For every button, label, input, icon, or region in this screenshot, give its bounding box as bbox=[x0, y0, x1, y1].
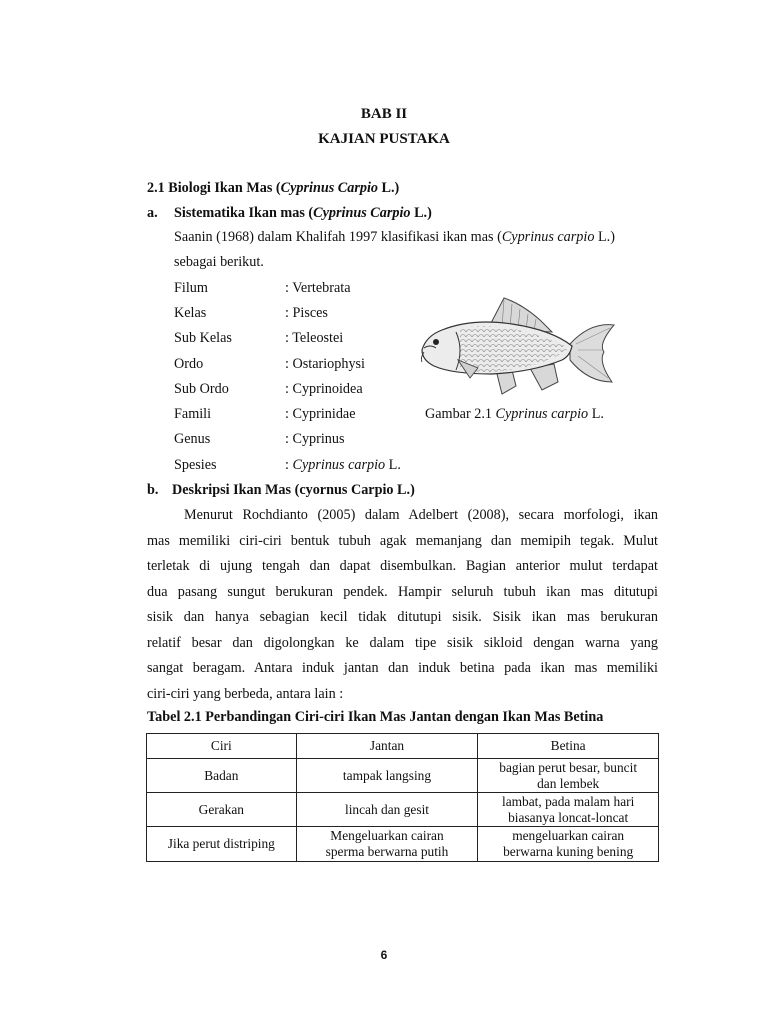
taxonomy-label: Sub Kelas bbox=[174, 330, 232, 346]
taxonomy-label: Kelas bbox=[174, 305, 207, 321]
page-number: 6 bbox=[380, 948, 388, 962]
taxonomy-value: : Pisces bbox=[285, 305, 328, 321]
table-cell: bagian perut besar, buncit dan lembek bbox=[478, 759, 659, 793]
table-row bbox=[147, 793, 659, 827]
table-cell: Mengeluarkan cairan sperma berwarna putih bbox=[296, 827, 478, 862]
table-row bbox=[147, 759, 659, 793]
subsection-b-heading: Deskripsi Ikan Mas (cyornus Carpio L.) bbox=[172, 482, 415, 498]
taxonomy-value: : Cyprinus bbox=[285, 431, 345, 447]
table-header-row bbox=[147, 734, 659, 759]
table-cell: Jika perut distriping bbox=[147, 827, 297, 862]
paragraph-line: ciri-ciri yang berbeda, antara lain : bbox=[147, 686, 344, 702]
table-header-cell: Ciri bbox=[147, 734, 297, 759]
paragraph-line: sisik dan hanya sebagian kecil tidak ditutupi sisik. Sisik ikan mas berukuran bbox=[147, 609, 658, 625]
taxonomy-value: : Cyprinidae bbox=[285, 406, 356, 422]
paragraph-line: terletak di ujung tengah dan dapat disembulkan. Bagian anterior mulut terdapat bbox=[147, 558, 658, 574]
table-cell: tampak langsing bbox=[296, 759, 478, 793]
table-header-cell: Jantan bbox=[296, 734, 478, 759]
taxonomy-label: Ordo bbox=[174, 356, 204, 372]
taxonomy-label: Genus bbox=[174, 431, 211, 447]
chapter-label: BAB II bbox=[360, 106, 408, 122]
table-cell: Gerakan bbox=[147, 793, 297, 827]
taxonomy-label: Sub Ordo bbox=[174, 381, 229, 397]
taxonomy-label: Spesies bbox=[174, 457, 217, 473]
chapter-title: KAJIAN PUSTAKA bbox=[318, 131, 450, 147]
taxonomy-value: : Cyprinoidea bbox=[285, 381, 363, 397]
taxonomy-value: : Teleostei bbox=[285, 330, 344, 346]
classification-intro: Saanin (1968) dalam Khalifah 1997 klasifikasi ikan mas (Cyprinus carpio L.) bbox=[174, 229, 615, 245]
figure-caption: Gambar 2.1 Cyprinus carpio L. bbox=[425, 406, 604, 422]
taxonomy-label: Famili bbox=[174, 406, 212, 422]
table-cell: Badan bbox=[147, 759, 297, 793]
taxonomy-value: : Cyprinus carpio L. bbox=[285, 457, 401, 473]
subsection-b-marker: b. bbox=[147, 482, 159, 498]
table-caption: Tabel 2.1 Perbandingan Ciri-ciri Ikan Mas Jantan dengan Ikan Mas Betina bbox=[147, 709, 604, 725]
paragraph-line: mas memiliki ciri-ciri bentuk tubuh agak memanjang dan memipih tegak. Mulut bbox=[147, 533, 658, 549]
paragraph-line: Menurut Rochdianto (2005) dalam Adelbert (2008), secara morfologi, ikan bbox=[184, 507, 658, 523]
table-row bbox=[147, 827, 659, 862]
table-cell: mengeluarkan cairan berwarna kuning bening bbox=[478, 827, 659, 862]
taxonomy-value: : Vertebrata bbox=[285, 280, 351, 296]
carp-illustration bbox=[412, 292, 618, 396]
table-cell: lambat, pada malam hari biasanya loncat-loncat bbox=[478, 793, 659, 827]
table-cell: lincah dan gesit bbox=[296, 793, 478, 827]
subsection-a-marker: a. bbox=[147, 205, 158, 221]
taxonomy-value: : Ostariophysi bbox=[285, 356, 365, 372]
taxonomy-label: Filum bbox=[174, 280, 208, 296]
comparison-table bbox=[146, 733, 659, 862]
section-2-1-heading: 2.1 Biologi Ikan Mas (Cyprinus Carpio L.) bbox=[147, 180, 400, 196]
paragraph-line: dua pasang sungut berukuran pendek. Hampir seluruh tubuh ikan mas ditutupi bbox=[147, 584, 658, 600]
subsection-a-heading: Sistematika Ikan mas (Cyprinus Carpio L.) bbox=[174, 205, 432, 221]
table-header-cell: Betina bbox=[478, 734, 659, 759]
classification-intro-line2: sebagai berikut. bbox=[174, 254, 264, 270]
paragraph-line: relatif besar dan digolongkan ke dalam tipe sisik sikloid dengan warna yang bbox=[147, 635, 658, 651]
paragraph-line: sangat beragam. Antara induk jantan dan induk betina pada ikan mas memiliki bbox=[147, 660, 658, 676]
